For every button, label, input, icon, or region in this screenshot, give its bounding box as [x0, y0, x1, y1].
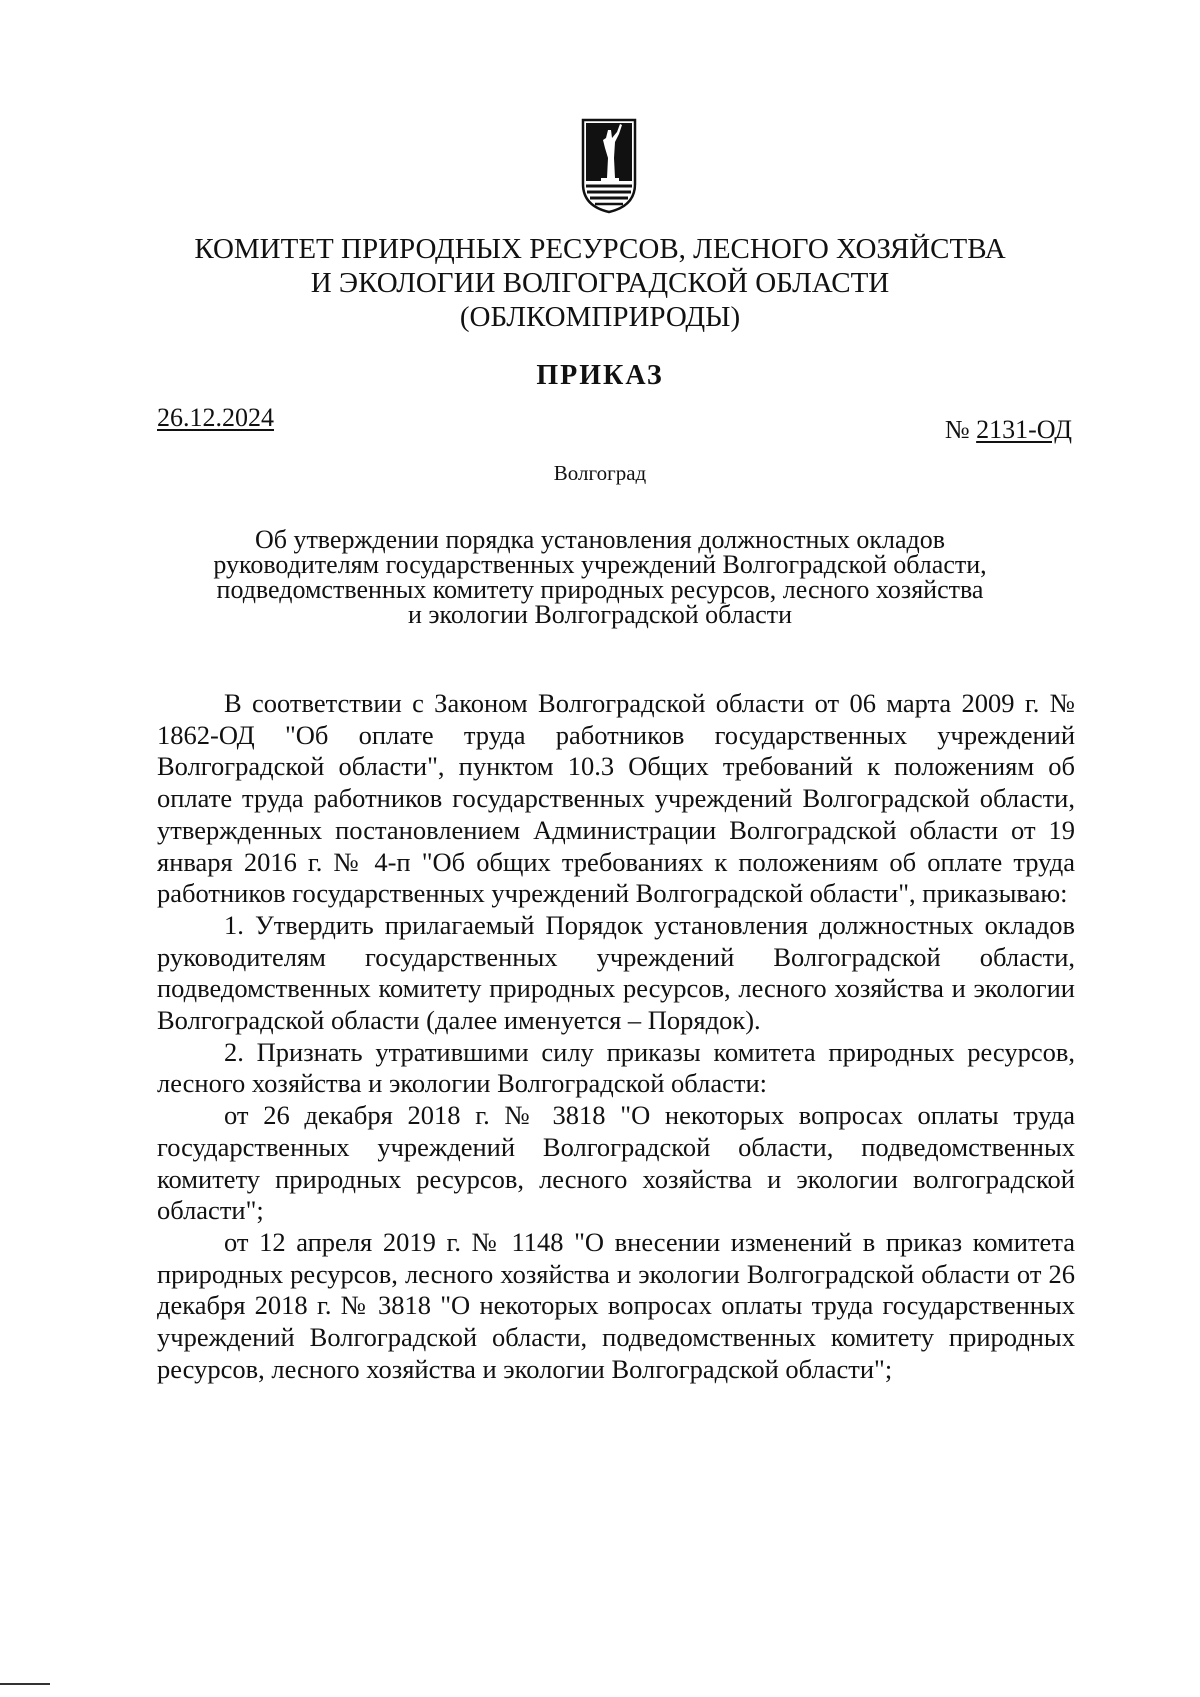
body-paragraph: 1. Утвердить прилагаемый Порядок установления должностных окладов руководителям государственных учреждений Волгоградской области, подведомственных комитету природных ресурсов, лесного хозяйства и экологии Волгоградской области (далее именуется – Порядок). — [157, 909, 1075, 1036]
body-paragraph: от 12 апреля 2019 г. № 1148 "О внесении изменений в приказ комитета природных ресурсов, лесного хозяйства и экологии Волгоградской области от 26 декабря 2018 г. № 3818 "О некоторых вопросах оплаты труда государственных учреждений Волгоградской области, подведомственных комитету природных ресурсов, лесного хозяйства и экологии Волгоградской области"; — [157, 1226, 1075, 1384]
subject-line: подведомственных комитету природных ресурсов, лесного хозяйства — [216, 575, 984, 604]
document-date: 26.12.2024 — [157, 403, 274, 432]
number-sign: № — [944, 415, 970, 444]
document-type-title: ПРИКАЗ — [536, 360, 664, 391]
body-paragraph: В соответствии с Законом Волгоградской области от 06 марта 2009 г. № 1862-ОД "Об оплате труда работников государственных учреждений Волгоградской области", пунктом 10.3 Общих требований к положениям об оплате труда работников государственных учреждений Волгоградской области, утвержденных постановлением Администрации Волгоградской области от 19 января 2016 г. № 4-п "Об общих требованиях к положениям об оплате труда работников государственных учреждений Волгоградской области", приказываю: — [157, 688, 1075, 909]
subject-line: руководителям государственных учреждений Волгоградской области, — [213, 550, 987, 579]
document-body — [157, 688, 1075, 1385]
volgograd-coat-of-arms-icon — [581, 118, 637, 214]
document-subject — [150, 527, 1050, 627]
organization-name — [150, 232, 1050, 334]
document-number — [945, 415, 1072, 445]
document-city: Волгоград — [553, 461, 647, 485]
org-line: И ЭКОЛОГИИ ВОЛГОГРАДСКОЙ ОБЛАСТИ — [310, 267, 890, 299]
subject-line: Об утверждении порядка установления должностных окладов — [254, 525, 946, 554]
org-line: (ОБЛКОМПРИРОДЫ) — [459, 301, 741, 333]
body-paragraph: 2. Признать утратившими силу приказы комитета природных ресурсов, лесного хозяйства и экологии Волгоградской области: — [157, 1036, 1075, 1099]
subject-line: и экологии Волгоградской области — [407, 600, 793, 629]
org-line: КОМИТЕТ ПРИРОДНЫХ РЕСУРСОВ, ЛЕСНОГО ХОЗЯЙСТВА — [194, 233, 1006, 265]
scan-edge-mark — [0, 1683, 50, 1685]
number-value: 2131-ОД — [976, 415, 1072, 444]
body-paragraph: от 26 декабря 2018 г. № 3818 "О некоторых вопросах оплаты труда государственных учреждений Волгоградской области, подведомственных комитету природных ресурсов, лесного хозяйства и экологии волгоградской области"; — [157, 1100, 1075, 1226]
